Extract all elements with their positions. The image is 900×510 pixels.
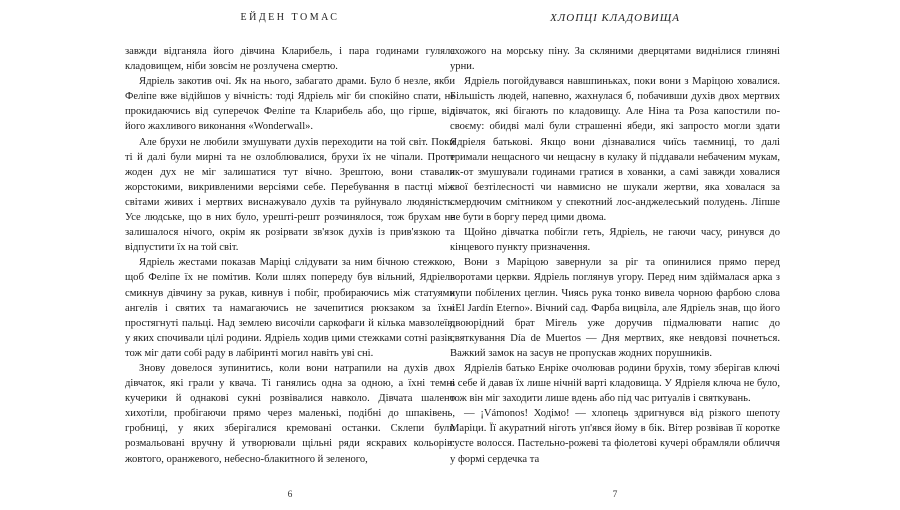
- paragraph: Знову довелося зупинитись, коли вони натрапили на духів двох дівчаток, які грали у квача. Ті ганялись одна за одною, а їхні темні кучерики й однакові сукні розвівалися навколо. Дівчата шалено хихотіли, пробігаючи прямо через маленькі, подібні до шпаківень, гробниці, у яких зберігалися кремовані останки. Склепи були розмальовані вручну й утворювали щільні ряди яскравих кольорів: жовтого, оранжевого, небесно-блакитного й зеленого,: [125, 362, 455, 465]
- paragraph: Але брухи не любили змушувати духів переходити на той світ. Поки ті й далі були мирні та не озлоблювалися, брухи їх не чіпали. Проте жоден дух не міг залишатися тут вічно. Зрештою, вони ставали жорстокими, викривленими версіями себе. Перебування в пастці між світами живих і мертвих виснажувало духів та руйнувало людяність. Усе людське, що в них було, урешті-решт розчинялося, тож брухам не залишалося нічого, окрім як розірвати зв'язок духів із прив'язкою та відпустити їх на той світ.: [125, 136, 455, 254]
- right-page-text: [450, 44, 780, 467]
- paragraph: — ¡Vámonos! Ходімо! — хлопець здригнувся від різкого шепоту Маріци. Її акуратний ніготь уп'явся йому в бік. Вітер розвівав її коротке густе волосся. Пастельно-рожеві та фіолетові кучері обрамляли обличчя у формі сердечка та: [450, 408, 780, 465]
- paragraph: завжди відганяла його дівчина Кларибель, і пара годинами гуляла кладовищем, ніби зовсім не розлучена смертю.: [125, 46, 455, 73]
- paragraph: Ядріель жестами показав Маріці слідувати за ним бічною стежкою, щоб Феліпе їх не помітив. Коли шлях попереду був вільний, Ядріель смикнув дівчину за рукав, кивнув і побіг, пробираючись між статуями ангелів і святих та намагаючись не зачепитися рюкзаком за їхні простягнуті пальці. Над землею височіли саркофаги й кілька мавзолеїв, у яких спочивали цілі родини. Ядріель ходив цими стежками сотні разів, тож міг дати собі раду в лабіринті могил навіть уві сні.: [125, 257, 455, 359]
- running-head-author: ЕЙДЕН ТОМАС: [240, 12, 340, 23]
- paragraph: Вони з Маріцою завернули за ріг та опинилися прямо перед воротами церкви. Ядріель поглянув угору. Перед ним здіймалася арка з купи побілених цеглин. Чиясь рука тонко вивела чорною фарбою слова «El Jardín Eterno». Вічний сад. Фарба вицвіла, але Ядріель знав, що його двоюрідний брат Мігель уже доручив підмалювати напис до святкування Día de Muertos — Дня мертвих, яке невдовзі почнеться. Важкий замок на засув не пропускав жодних порушників.: [450, 257, 780, 359]
- paragraph: схожого на морську піну. За скляними дверцятами виднілися глиняні урни.: [450, 46, 780, 73]
- left-page-text: [125, 44, 455, 467]
- paragraph: Ядріелів батько Енріке очолював родини брухів, тому зберігав ключі в себе й давав їх лише нічній варті кладовища. У Ядріеля ключа не було, тож він міг заходити лише вдень або під час ритуалів і святкувань.: [450, 362, 780, 405]
- page-number: 6: [287, 490, 293, 500]
- right-page: [450, 0, 780, 510]
- left-page: [125, 0, 455, 510]
- paragraph: Ядріель погойдувався навшпиньках, поки вони з Маріцою ховалися. Більшість людей, напевно, жахнулася б, побачивши духів двох мертвих дівчаток, які бігають по кладовищу. Але Ніна та Роза капостили по-своєму: обидві малі були страшенні ябеди, які запросто могли здати Ядріеля батькові. Якщо вони дізнавалися чиїсь таємниці, то далі тримали нещасного чи нещасну в кулаку й піддавали небаченим мукам, як-от змушували годинами гратися в хованки, а самі завжди ховалися свої безтілесності чи навмисно не шукали жертви, яка ховалася за смердючим смітником у спекотний лос-анджелеський полудень. Ліпше не бути в боргу перед цими двома.: [450, 76, 780, 224]
- paragraph: Щойно дівчатка побігли геть, Ядріель, не гаючи часу, ринувся до кінцевого пункту призначення.: [450, 227, 780, 254]
- page-number: 7: [612, 490, 618, 500]
- paragraph: Ядріель закотив очі. Як на нього, забагато драми. Було б незле, якби Феліпе вже відійшов у вічність: тоді Ядріель міг би спокійно спати, не прокидаючись від суперечок Феліпе та Кларибель або, що гірше, від його жахливого виконання «Wonderwall».: [125, 76, 455, 133]
- running-head-title: ХЛОПЦІ КЛАДОВИЩА: [550, 12, 680, 24]
